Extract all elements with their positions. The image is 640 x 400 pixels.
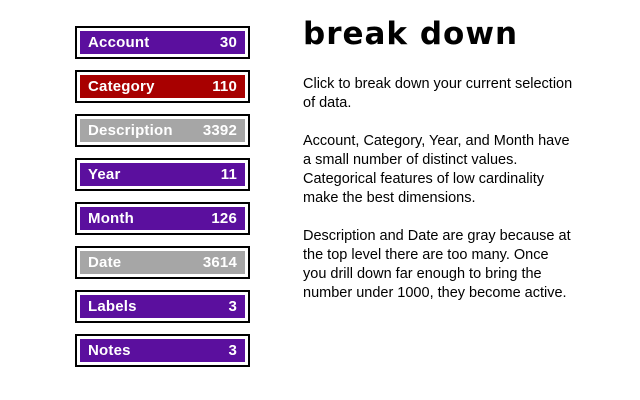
dimension-row-month[interactable] — [75, 202, 250, 235]
dimension-chip[interactable] — [80, 163, 245, 186]
dimension-label: Category — [88, 78, 155, 95]
dimension-label: Month — [88, 210, 134, 227]
dimension-chip[interactable] — [80, 207, 245, 230]
dimension-chip — [80, 119, 245, 142]
dimension-count: 3392 — [202, 122, 237, 139]
dimension-row-date — [75, 246, 250, 279]
dimension-count: 110 — [212, 78, 237, 95]
dimension-count: 3 — [228, 342, 237, 359]
dimension-row-labels[interactable] — [75, 290, 250, 323]
dimension-count: 30 — [219, 34, 237, 51]
explanation-paragraph-3: Description and Date are gray because at the top level there are too many. Once you drill down far enough to bring the number under 1000, they become active. — [303, 227, 571, 301]
dimension-row-category[interactable] — [75, 70, 250, 103]
dimension-label: Notes — [88, 342, 131, 359]
page-title: break down — [303, 16, 519, 52]
dimension-label: Account — [88, 34, 150, 51]
dimension-label: Description — [88, 122, 173, 139]
dimension-count: 3614 — [202, 254, 237, 271]
dimension-chip — [80, 251, 245, 274]
dimension-list — [75, 26, 250, 378]
dimension-chip[interactable] — [80, 75, 245, 98]
explanation-panel — [303, 18, 603, 303]
dimension-row-account[interactable] — [75, 26, 250, 59]
dimension-row-year[interactable] — [75, 158, 250, 191]
dimension-chip[interactable] — [80, 31, 245, 54]
dimension-label: Labels — [88, 298, 137, 315]
explanation-paragraph-1: Click to break down your current selection of data. — [303, 75, 573, 111]
dimension-label: Date — [88, 254, 122, 271]
dimension-count: 3 — [228, 298, 237, 315]
dimension-chip[interactable] — [80, 295, 245, 318]
dimension-chip[interactable] — [80, 339, 245, 362]
dimension-row-notes[interactable] — [75, 334, 250, 367]
dimension-count: 11 — [220, 166, 237, 183]
dimension-label: Year — [88, 166, 121, 183]
dimension-count: 126 — [211, 210, 237, 227]
explanation-paragraph-2: Account, Category, Year, and Month have a small number of distinct values. Categorical features of low cardinality make the best dimensions. — [303, 132, 570, 206]
dimension-row-description — [75, 114, 250, 147]
